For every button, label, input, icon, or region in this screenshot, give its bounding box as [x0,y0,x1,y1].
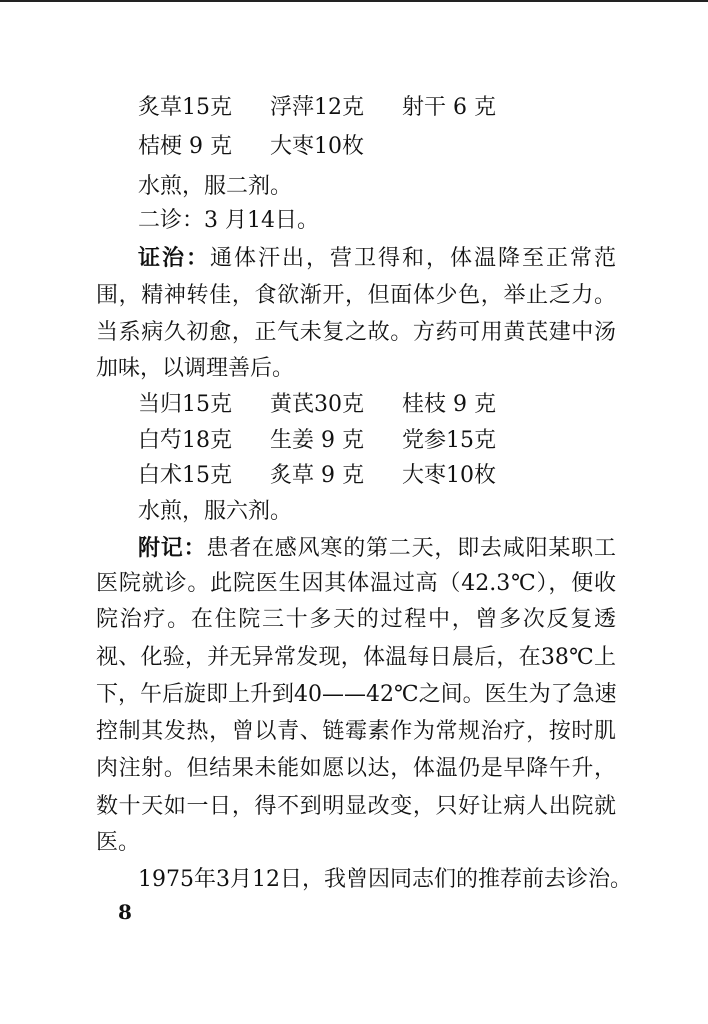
herb-item: 生姜 9 克 [270,428,364,453]
fuji-line-3: 院治疗。在住院三十多天的过程中，曾多次反复透 [96,607,616,632]
herb-item: 炙草15克 [138,95,232,120]
fuji-text: 患者在感风寒的第二天，即去咸阳某职工 [206,536,616,561]
herb-item: 白芍18克 [138,428,232,453]
herb-item: 大枣10枚 [270,134,364,159]
zhengzhi-line-3: 当系病久初愈，正气未复之故。方药可用黄芪建中汤 [96,320,616,345]
zhengzhi-label: 证治： [138,245,210,271]
herb-item: 桂枝 9 克 [402,392,496,417]
herb-item: 射干 6 克 [402,95,496,120]
zhengzhi-text: 通体汗出，营卫得和，体温降至正常范 [210,246,616,271]
decoction-instruction-2: 水煎，服六剂。 [138,499,293,524]
herb-item: 党参15克 [402,428,496,453]
fuji-line-7: 肉注射。但结果未能如愿以达，体温仍是早降午升， [96,756,616,781]
herb-item: 黄芪30克 [270,392,364,417]
herb-item: 大枣10枚 [402,463,496,488]
herb-item: 当归15克 [138,392,232,417]
page-top-border [0,0,708,2]
herb-item: 白术15克 [138,463,232,488]
decoction-instruction-1: 水煎，服二剂。 [138,174,293,199]
closing-line: 1975年3月12日，我曾因同志们的推荐前去诊治。 [138,867,632,892]
fuji-line-9: 医。 [96,830,141,855]
page-number: 8 [118,900,132,924]
fuji-line-8: 数十天如一日，得不到明显改变，只好让病人出院就 [96,794,616,819]
herb-item: 桔梗 9 克 [138,134,232,159]
zhengzhi-line-1 [138,243,616,274]
herb-item: 浮萍12克 [270,95,364,120]
fuji-line-6: 控制其发热，曾以青、链霉素作为常规治疗，按时肌 [96,719,616,744]
zhengzhi-line-4: 加味，以调理善后。 [96,356,295,381]
herb-item: 炙草 9 克 [270,463,364,488]
fuji-line-5: 下，午后旋即上升到40——42℃之间。医生为了急速 [96,682,617,707]
fuji-line-4: 视、化验，并无异常发现，体温每日晨后，在38℃上 [96,645,616,670]
fuji-label: 附记： [138,535,207,561]
fuji-line-2: 医院就诊。此院医生因其体温过高（42.3℃），便收 [96,571,616,596]
second-visit-heading: 二诊：3 月14日。 [138,208,319,233]
fuji-line-1 [138,533,616,564]
zhengzhi-line-2: 围，精神转佳，食欲渐开，但面体少色，举止乏力。 [96,283,616,308]
